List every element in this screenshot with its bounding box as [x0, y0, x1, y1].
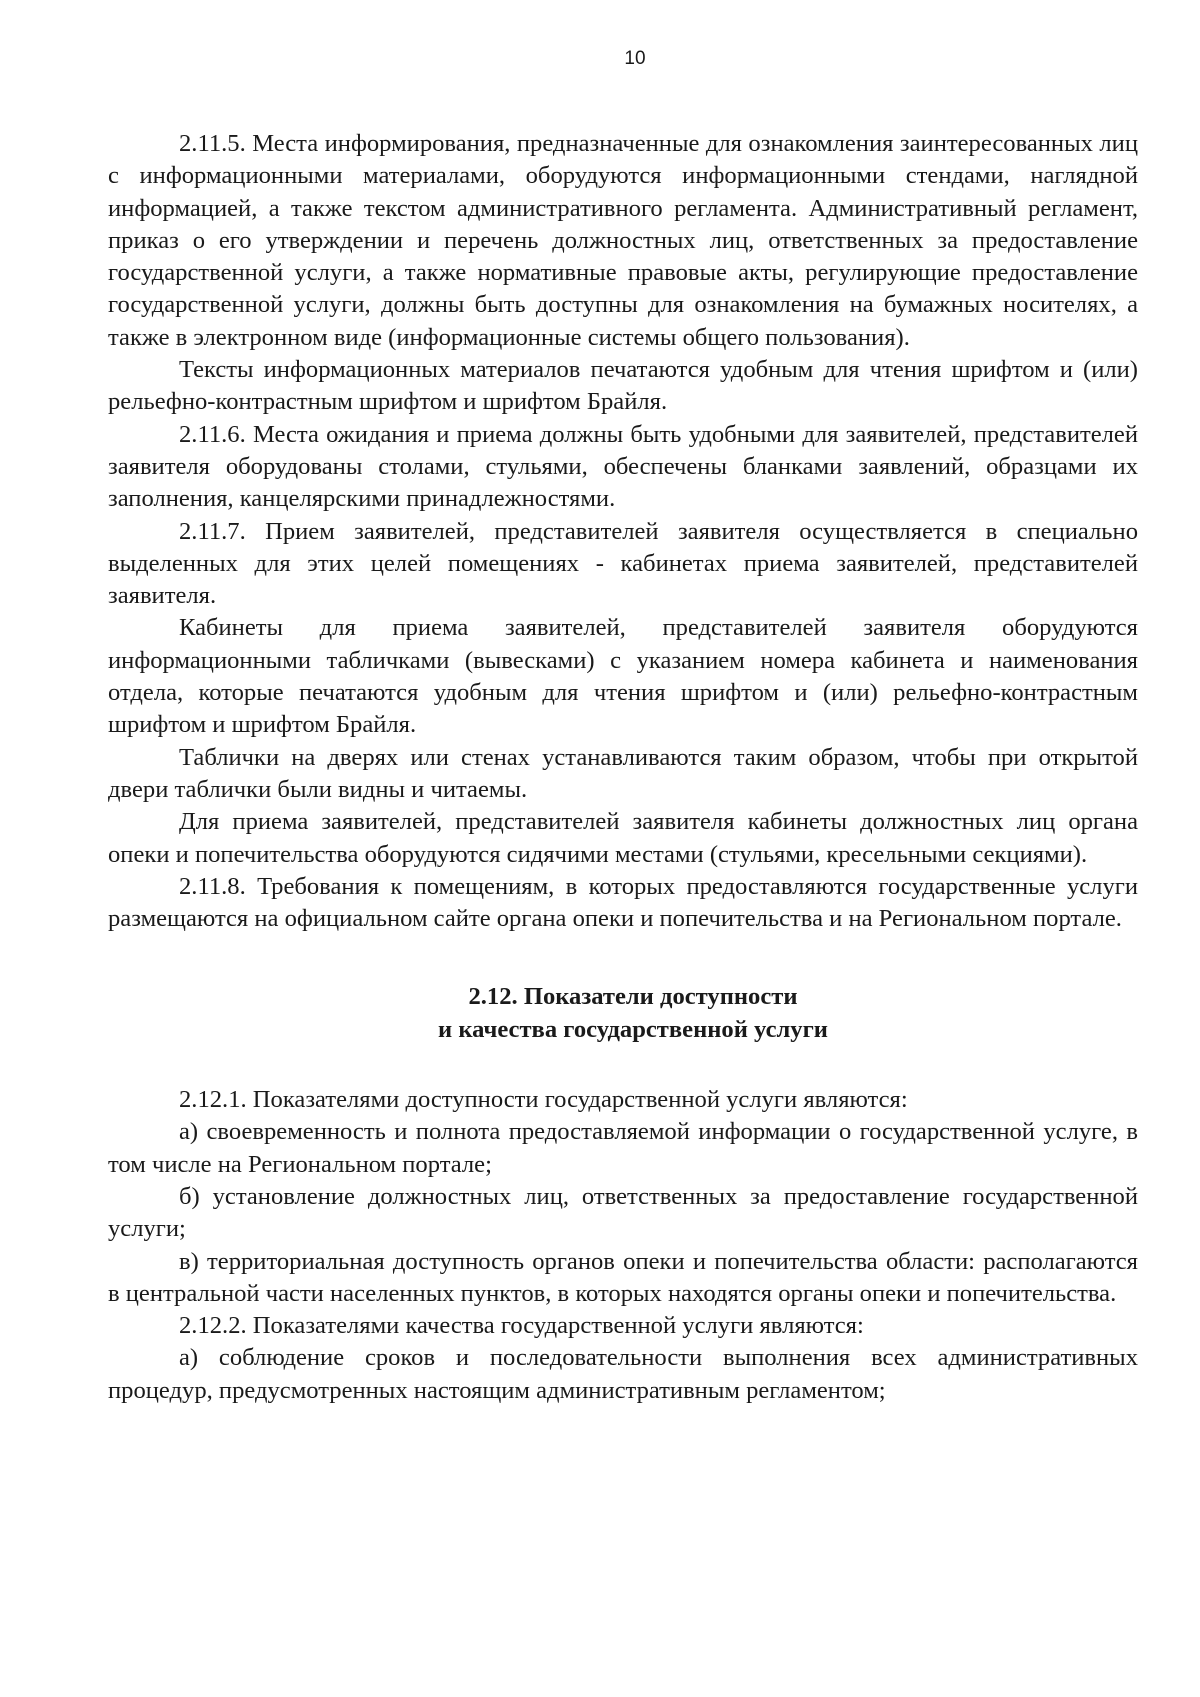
section-heading-2-12 — [108, 981, 1138, 1046]
section-2-12-body — [108, 1084, 1138, 1407]
heading-line-1: 2.12. Показатели доступности — [468, 983, 798, 1011]
paragraph-plates: Таблички на дверях или стенах устанавливаются таким образом, чтобы при открытой двери таблички были видны и читаемы. — [108, 743, 1138, 803]
paragraph-2-12-2: 2.12.2. Показателями качества государственной услуги являются: — [179, 1312, 864, 1340]
list-item-v-availability: в) территориальная доступность органов опеки и попечительства области: располагаются в центральной части населенных пунктов, в которых находятся органы опеки и попечительства. — [108, 1247, 1138, 1307]
list-item-a-availability: а) своевременность и полнота предоставляемой информации о государственной услуге, в том числе на Региональном портале; — [108, 1118, 1138, 1178]
heading-line-2: и качества государственной услуги — [438, 1015, 828, 1043]
paragraph-info-texts: Тексты информационных материалов печатаются удобным для чтения шрифтом и (или) рельефно-контрастным шрифтом и шрифтом Брайля. — [108, 356, 1138, 416]
paragraph-2-11-7: 2.11.7. Прием заявителей, представителей заявителя осуществляется в специально выделенных для этих целей помещениях - кабинетах приема заявителей, представителей заявителя. — [108, 517, 1138, 610]
paragraph-2-11-5: 2.11.5. Места информирования, предназначенные для ознакомления заинтересованных лиц с информационными материалами, оборудуются информационными стендами, наглядной информацией, а также текстом административного регламента. Административный регламент, приказ о его утверждении и перечень должностных лиц, ответственных за предоставление государственной услуги, а также нормативные правовые акты, регулирующие предоставление государственной услуги, должны быть доступны для ознакомления на бумажных носителях, а также в электронном виде (информационные системы общего пользования). — [108, 130, 1138, 351]
paragraph-2-11-6: 2.11.6. Места ожидания и приема должны быть удобными для заявителей, представителей заявителя оборудованы столами, стульями, обеспечены бланками заявлений, образцами их заполнения, канцелярскими принадлежностями. — [108, 420, 1138, 513]
paragraph-cabinets: Кабинеты для приема заявителей, представителей заявителя оборудуются информационными табличками (вывесками) с указанием номера кабинета и наименования отдела, которые печатаются удобным для чтения шрифтом и (или) рельефно-контрастным шрифтом и шрифтом Брайля. — [108, 614, 1138, 739]
list-item-a-quality: а) соблюдение сроков и последовательности выполнения всех административных процедур, предусмотренных настоящим административным регламентом; — [108, 1344, 1138, 1404]
paragraph-2-11-8: 2.11.8. Требования к помещениям, в которых предоставляются государственные услуги размещаются на официальном сайте органа опеки и попечительства и на Региональном портале. — [108, 872, 1138, 933]
list-item-b-availability: б) установление должностных лиц, ответственных за предоставление государственной услуги; — [108, 1182, 1138, 1243]
page-number: 10 — [624, 48, 646, 69]
paragraph-2-12-1: 2.12.1. Показателями доступности государственной услуги являются: — [179, 1086, 908, 1114]
paragraph-seating: Для приема заявителей, представителей заявителя кабинеты должностных лиц органа опеки и попечительства оборудуются сидячими местами (стульями, кресельными секциями). — [108, 808, 1138, 868]
section-2-11-body — [108, 128, 1138, 935]
